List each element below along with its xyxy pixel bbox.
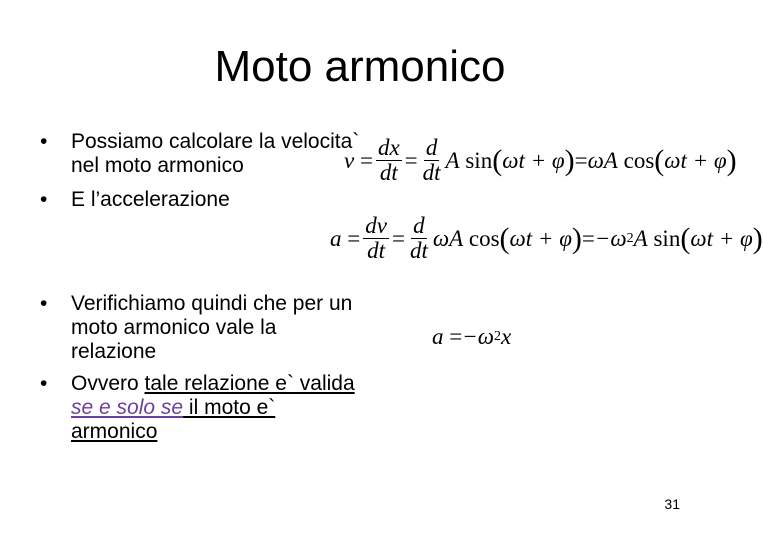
fraction [363, 214, 389, 263]
fraction-denominator: dt [379, 160, 398, 185]
bullet-text: Verifichiamo quindi che per un moto armonico vale la relazione [71, 292, 353, 363]
function-name: cos [468, 225, 500, 251]
fraction [376, 136, 402, 185]
bullet-item [40, 188, 361, 212]
velocity-formula [344, 136, 737, 185]
paren-open-icon: ( [492, 143, 503, 177]
equals-sign: = [359, 147, 373, 173]
bullet-item [40, 130, 361, 178]
bullet-list-bottom [40, 292, 361, 454]
formula-symbol: A [633, 225, 648, 251]
formula-symbol: −ω [462, 324, 494, 349]
bullet-dot-icon: • [40, 188, 48, 211]
bullet-dot-icon: • [40, 292, 48, 315]
paren-open-icon: ( [654, 143, 665, 177]
formula-symbol: ωA [587, 147, 618, 173]
equals-sign: = [404, 147, 418, 173]
function-name: sin [653, 225, 681, 251]
equals-sign: = [391, 225, 405, 251]
bullet-text-part: Ovvero [71, 372, 145, 395]
fraction-numerator: dv [365, 213, 387, 238]
exponent: 2 [626, 230, 634, 246]
formula-symbol: −ω [594, 225, 627, 251]
function-argument: ωt + φ [690, 225, 753, 251]
acceleration-formula [330, 214, 763, 263]
bullet-dot-icon: • [40, 372, 48, 395]
equals-sign: = [581, 225, 595, 251]
fraction-numerator: dx [377, 135, 400, 160]
equals-sign: = [347, 225, 361, 251]
fraction-denominator: dt [422, 160, 441, 185]
formula-symbol: A [445, 147, 460, 173]
fraction [408, 214, 430, 263]
function-argument: ωt + φ [664, 147, 727, 173]
formula-symbol: v [344, 147, 355, 173]
paren-close-icon: ) [726, 143, 737, 177]
fraction-numerator: d [425, 135, 438, 160]
equals-sign: = [574, 147, 588, 173]
fraction-denominator: dt [367, 238, 386, 263]
bullet-text: E l’accelerazione [71, 188, 230, 211]
bullet-item [40, 292, 361, 364]
formula-symbol: a [432, 324, 444, 349]
paren-open-icon: ( [499, 221, 510, 255]
function-name: cos [623, 147, 655, 173]
fraction-denominator: dt [409, 238, 428, 263]
bullet-dot-icon: • [40, 130, 48, 153]
bullet-item [40, 372, 361, 444]
slide-title: Moto armonico [214, 42, 506, 91]
function-name: sin [465, 147, 493, 173]
paren-open-icon: ( [680, 221, 691, 255]
formula-symbol: x [501, 324, 512, 349]
fraction [421, 136, 443, 185]
fraction-numerator: d [413, 213, 425, 238]
formula-symbol: a [330, 225, 342, 251]
emphasis-text: se e solo se [71, 396, 184, 419]
underlined-text: il moto e` armonico [71, 396, 276, 443]
paren-close-icon: ) [564, 143, 575, 177]
bullet-list-top [40, 130, 361, 222]
relation-formula [432, 324, 511, 350]
page-number: 31 [664, 496, 680, 512]
paren-close-icon: ) [752, 221, 763, 255]
equals-sign: = [449, 324, 463, 349]
function-argument: ωt + φ [502, 147, 565, 173]
underlined-text: tale relazione e` valida [144, 372, 355, 395]
function-argument: ωt + φ [509, 225, 572, 251]
bullet-text: Possiamo calcolare la velocita` nel moto armonico [71, 130, 360, 177]
paren-close-icon: ) [571, 221, 582, 255]
exponent: 2 [494, 329, 501, 344]
formula-symbol: ωA [432, 225, 464, 251]
